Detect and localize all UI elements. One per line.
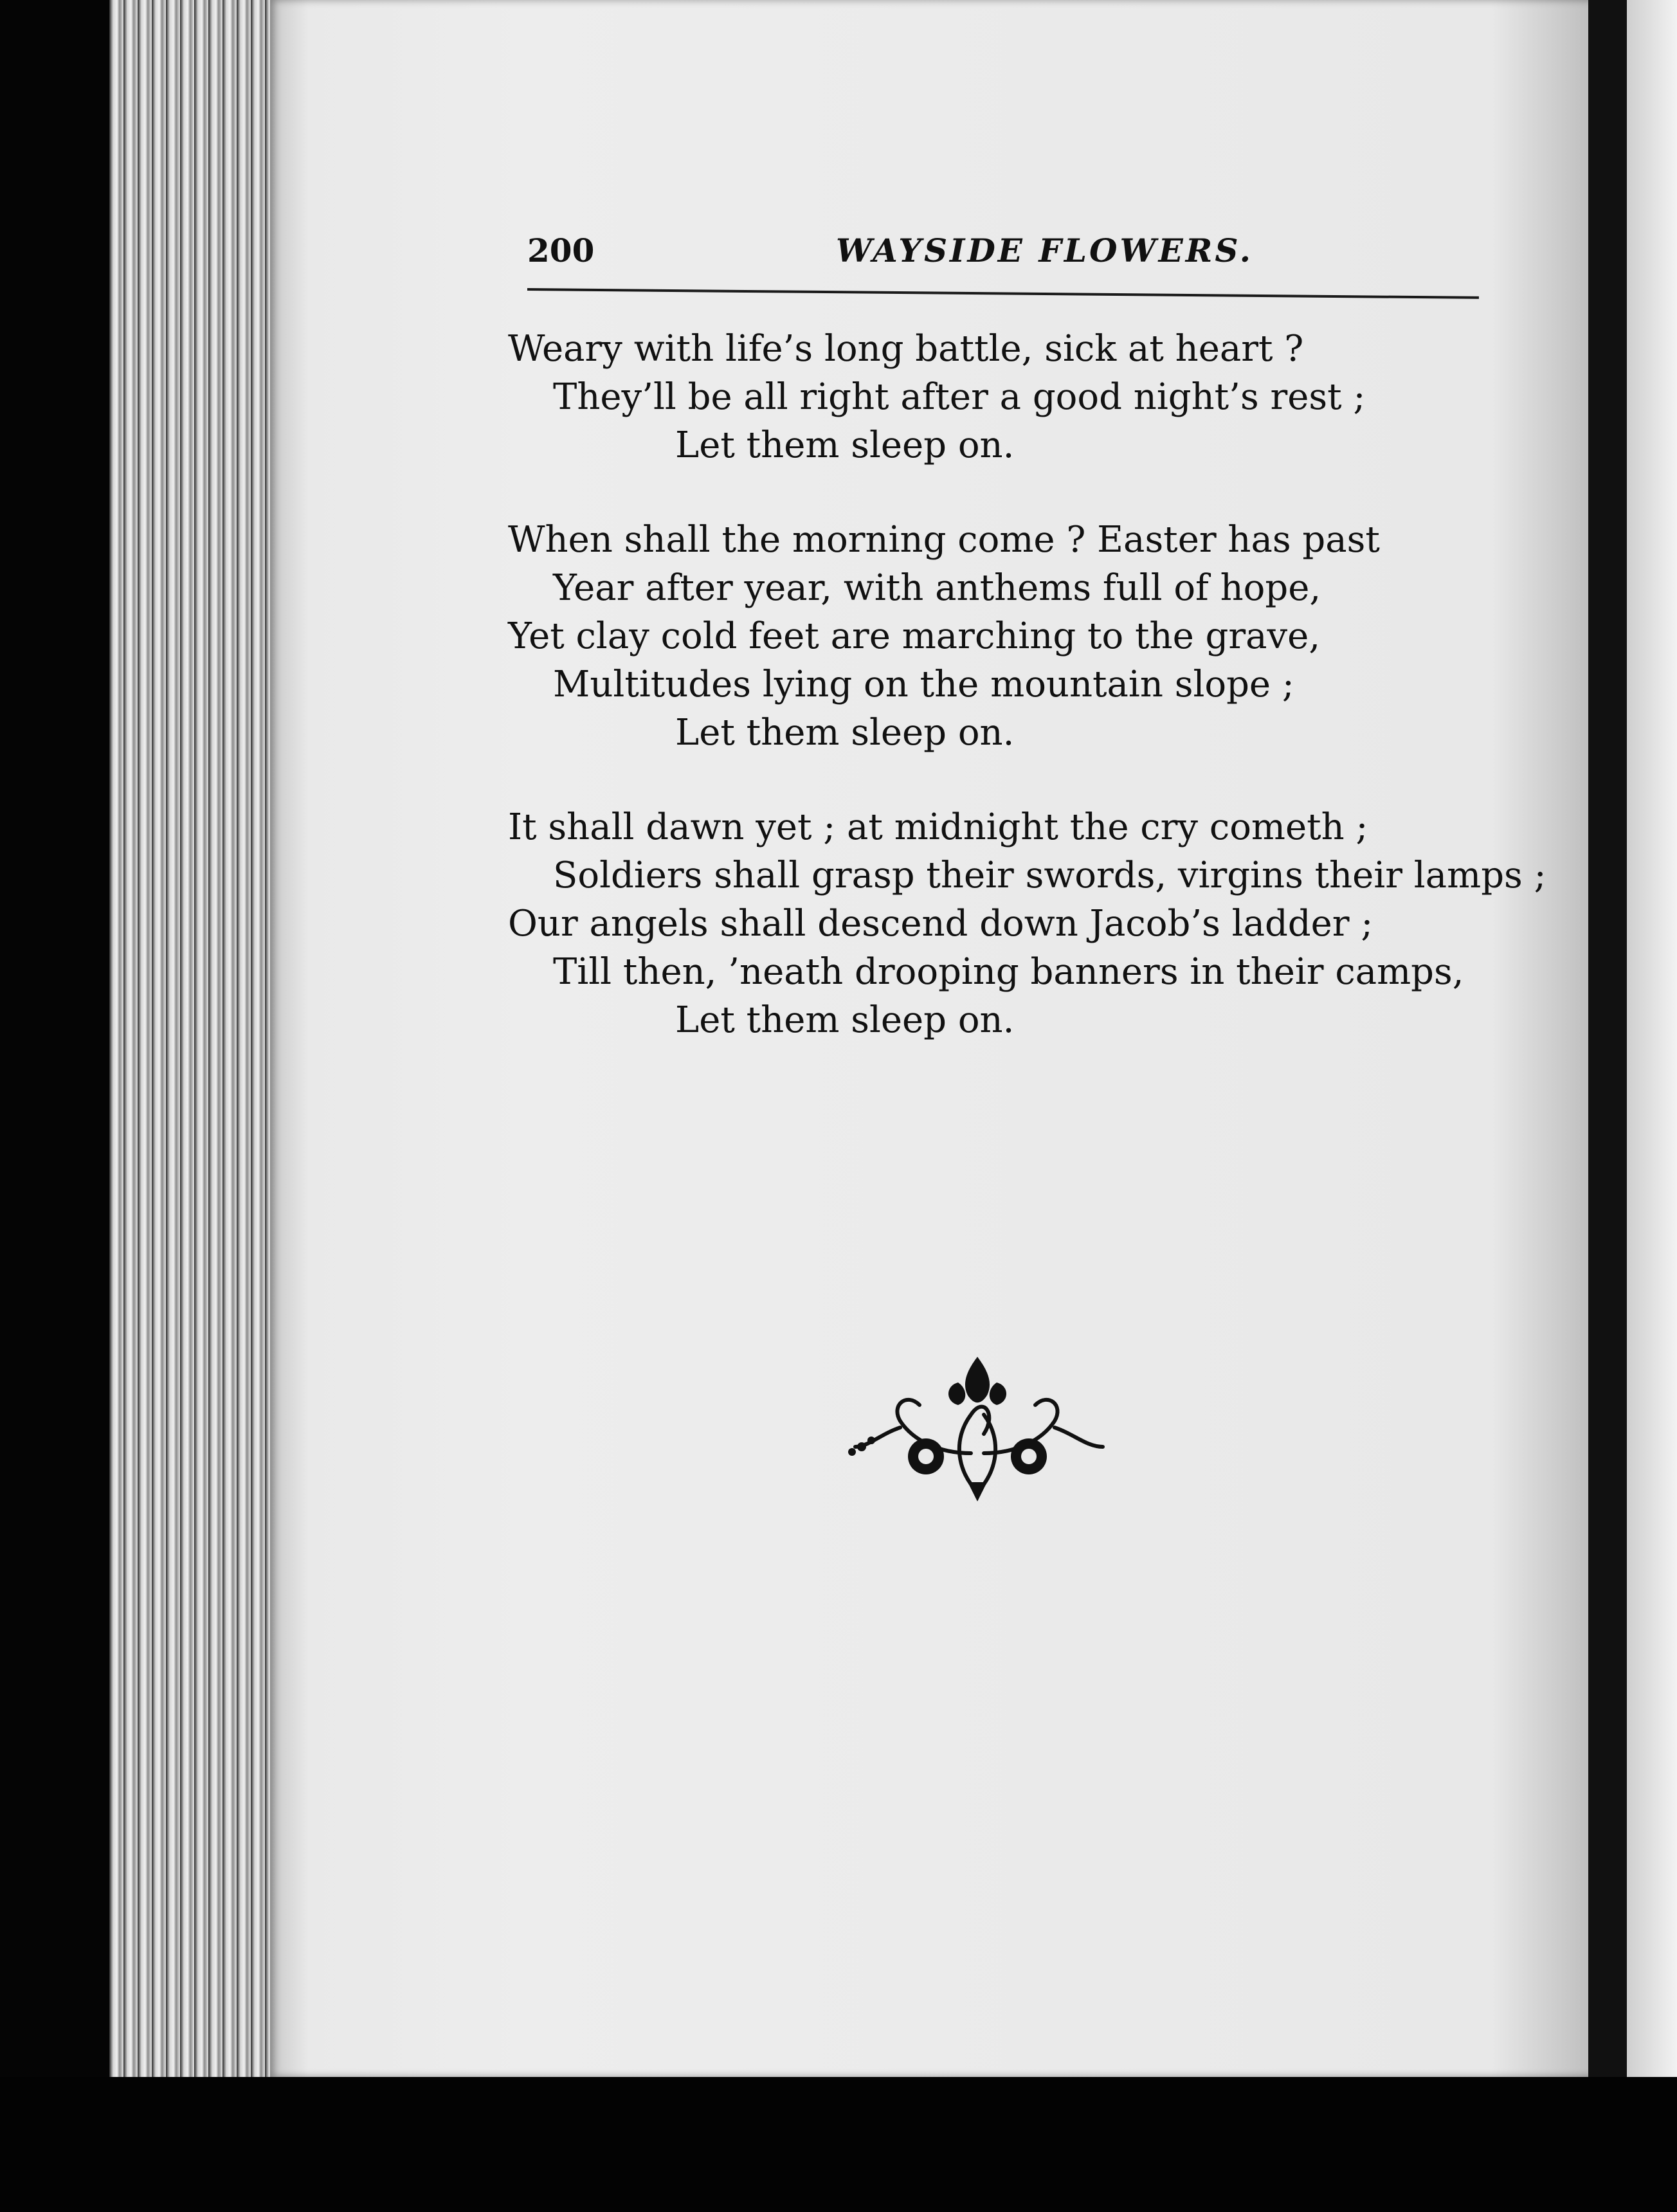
floral-tailpiece-icon (842, 1344, 1112, 1505)
poem-line: Weary with life’s long battle, sick at heart ? (508, 328, 1304, 370)
running-title: WAYSIDE FLOWERS. (836, 231, 1254, 269)
poem-line: Till then, ’neath drooping banners in their camps, (553, 951, 1464, 993)
binding-shadow (1588, 0, 1627, 2109)
poem-line: Multitudes lying on the mountain slope ; (553, 664, 1294, 705)
bottom-shadow (0, 2077, 1677, 2212)
poem-line: When shall the morning come ? Easter has past (508, 519, 1380, 561)
poem-line: Yet clay cold feet are marching to the grave, (508, 615, 1321, 657)
stanza-1 (508, 325, 1511, 469)
facing-page-edge (1627, 0, 1677, 2122)
poem-line: Our angels shall descend down Jacob’s ladder ; (508, 903, 1373, 945)
poem-line: Let them sleep on. (675, 712, 1015, 754)
poem-line: It shall dawn yet ; at midnight the cry cometh ; (508, 806, 1368, 848)
poem-line: Soldiers shall grasp their swords, virgins their lamps ; (553, 855, 1546, 896)
stanza-2 (508, 516, 1511, 757)
page-edges (109, 0, 283, 2122)
poem-line: Year after year, with anthems full of hope, (553, 567, 1321, 609)
page-number: 200 (527, 231, 595, 269)
poem (508, 325, 1546, 1091)
poem-line: Let them sleep on. (675, 424, 1015, 466)
poem-line: They’ll be all right after a good night’s rest ; (553, 376, 1366, 418)
poem-line: Let them sleep on. (675, 999, 1015, 1041)
page-header (527, 231, 1479, 276)
stanza-3 (508, 803, 1546, 1044)
